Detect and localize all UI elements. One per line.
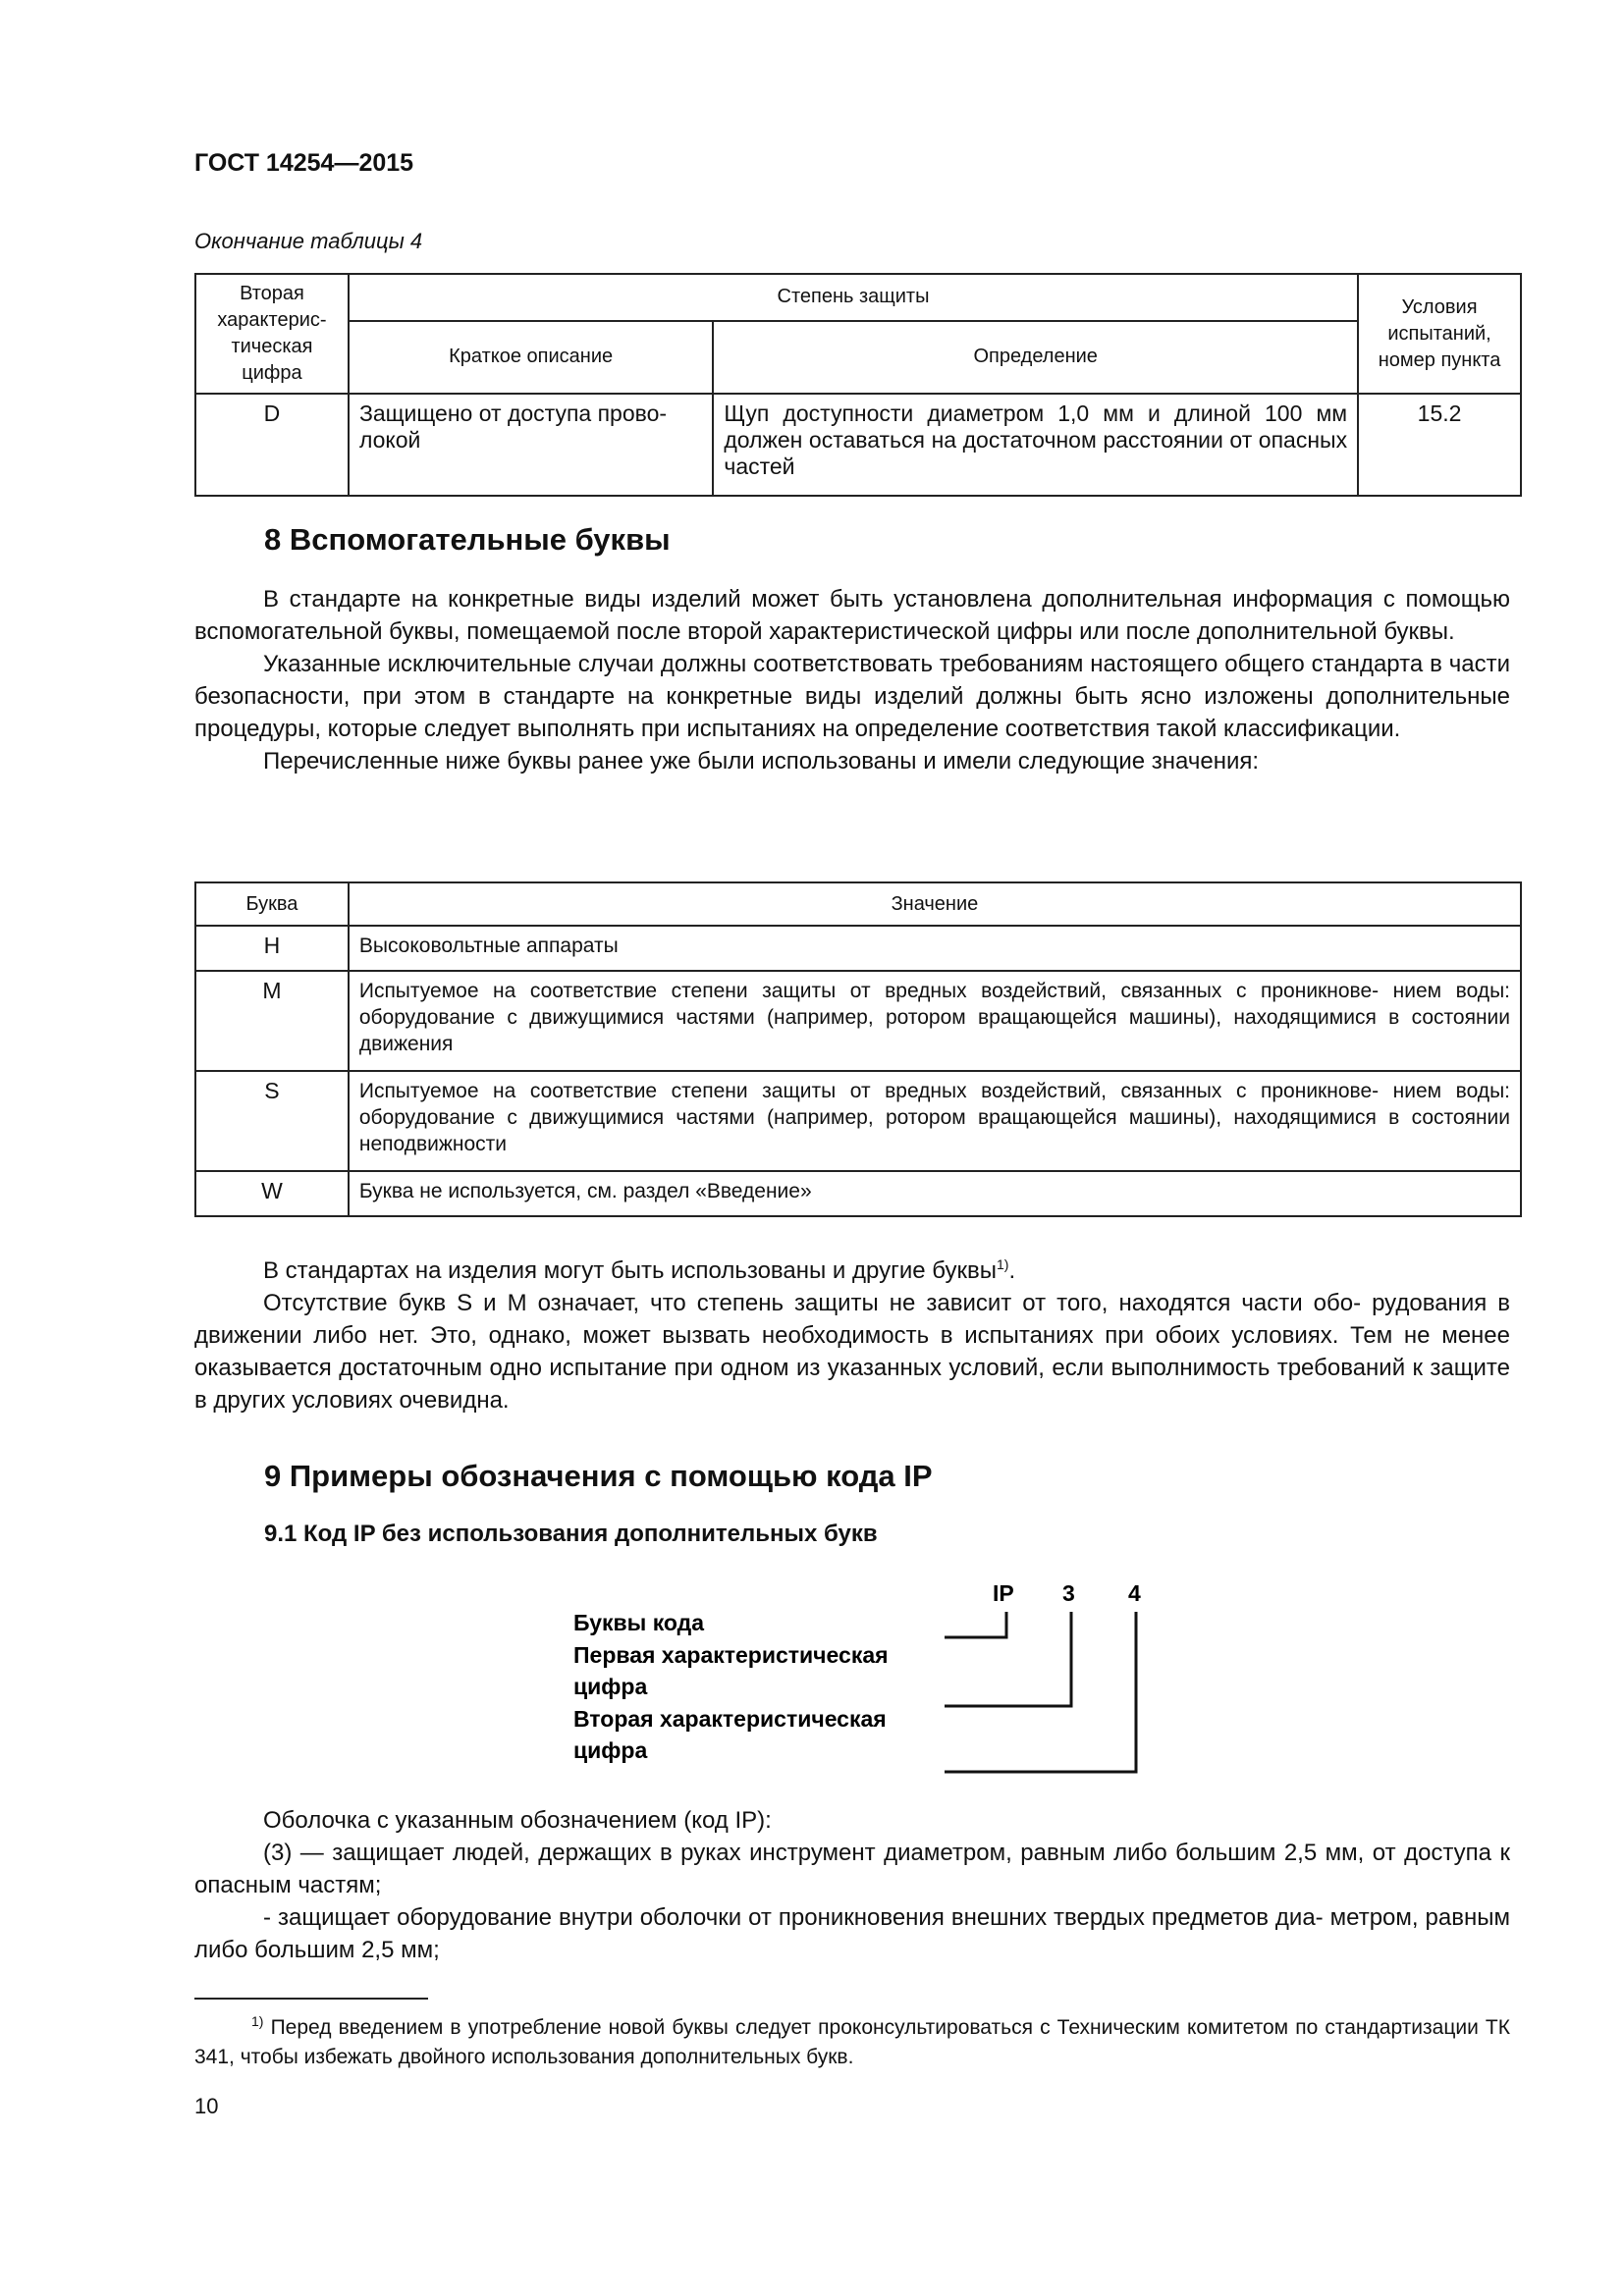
table-row <box>195 1171 1521 1216</box>
leader-line-letters <box>945 1612 1006 1637</box>
paragraph: Отсутствие букв S и M означает, что степень защиты не зависит от того, находятся части обо- рудования в движении либо нет. Это, однако, может вызвать необходимость в испытаниях при обоих условиях. Тем не менее оказывается достаточным одно испытание при одном из указанных условий, если выполнимость требований к защите в других условиях очевидна. <box>194 1290 1510 1414</box>
leader-line-second-digit <box>945 1612 1136 1772</box>
diagram-label-first-line1: Первая характеристическая <box>573 1642 889 1668</box>
table-row <box>195 971 1521 1071</box>
cell-digit: D <box>195 394 349 496</box>
diagram-label-first-line2: цифра <box>573 1674 648 1699</box>
col-short-header: Краткое описание <box>349 321 713 394</box>
table-4 <box>194 273 1522 497</box>
diagram-label-letters: Буквы кода <box>573 1610 705 1635</box>
col-conditions-header: Условия испытаний, номер пункта <box>1358 274 1521 394</box>
paragraph: Оболочка с указанным обозначением (код IP): <box>263 1807 772 1834</box>
footnote-mark: 1) <box>251 2013 264 2029</box>
cell-conditions: 15.2 <box>1358 394 1521 496</box>
diagram-label-second-line2: цифра <box>573 1737 648 1763</box>
col-meaning-header: Значение <box>349 882 1521 926</box>
cell-meaning: Испытуемое на соответствие степени защиты от вредных воздействий, связанных с проникнове- нием воды: оборудование с движущимися частями (например, ротором вращающейся машины), находящимися в состоянии неподвижности <box>349 1071 1521 1171</box>
letters-table <box>194 881 1522 1217</box>
paragraph-end: . <box>1008 1257 1016 1284</box>
diagram-label-second-line1: Вторая характеристическая <box>573 1706 887 1732</box>
cell-letter: H <box>195 926 349 971</box>
footnote <box>194 2006 1510 2072</box>
paragraph: (3) — защищает людей, держащих в руках инструмент диаметром, равным либо большим 2,5 мм, от доступа к опасным частям; <box>194 1840 1510 1898</box>
col-digit-header: Вторая характерис- тическая цифра <box>195 274 349 394</box>
col-protection-header: Степень защиты <box>349 274 1358 321</box>
diagram-code-letters: IP <box>993 1580 1014 1606</box>
paragraph <box>194 1249 1510 1287</box>
table-caption: Окончание таблицы 4 <box>194 229 423 253</box>
diagram-digit-2: 4 <box>1128 1580 1141 1606</box>
cell-definition: Щуп доступности диаметром 1,0 мм и длиной 100 мм должен оставаться на достаточном расстоянии от опасных частей <box>713 394 1358 496</box>
page-number: 10 <box>194 2094 219 2118</box>
footnote-separator <box>194 1998 428 2000</box>
table-row <box>195 394 1521 496</box>
paragraph: - защищает оборудование внутри оболочки от проникновения внешних твердых предметов диа- метром, равным либо большим 2,5 мм; <box>194 1904 1510 1963</box>
section-9-body <box>194 1804 1510 1966</box>
cell-meaning: Высоковольтные аппараты <box>349 926 1521 971</box>
cell-letter: M <box>195 971 349 1071</box>
col-letter-header: Буква <box>195 882 349 926</box>
paragraph: Перечисленные ниже буквы ранее уже были использованы и имели следующие значения: <box>263 748 1260 774</box>
cell-short: Защищено от доступа прово- локой <box>349 394 713 496</box>
cell-meaning: Буква не используется, см. раздел «Введение» <box>349 1171 1521 1216</box>
section-8-body <box>194 583 1510 777</box>
paragraph: Указанные исключительные случаи должны соответствовать требованиям настоящего общего стандарта в части безопасности, при этом в стандарте на конкретные виды изделий должны быть ясно изложены дополнительные процедуры, которые следует выполнять при испытаниях на определение соответствия такой классификации. <box>194 651 1510 742</box>
document-code: ГОСТ 14254—2015 <box>194 149 414 177</box>
section-8-title: 8 Вспомогательные буквы <box>264 522 671 557</box>
col-definition-header: Определение <box>713 321 1358 394</box>
cell-meaning: Испытуемое на соответствие степени защиты от вредных воздействий, связанных с проникнове- нием воды: оборудование с движущимися частями (например, ротором вращающейся машины), находящимися в состоянии движения <box>349 971 1521 1071</box>
footnote-text: Перед введением в употребление новой буквы следует проконсультироваться с Техническим комитетом по стандартизации ТК 341, чтобы избежать двойного использования дополнительных букв. <box>194 2016 1510 2068</box>
diagram-digit-1: 3 <box>1062 1580 1075 1606</box>
cell-letter: S <box>195 1071 349 1171</box>
section-8-tail <box>194 1249 1510 1416</box>
footnote-ref[interactable]: 1) <box>996 1256 1009 1272</box>
cell-letter: W <box>195 1171 349 1216</box>
section-9-title: 9 Примеры обозначения с помощью кода IP <box>264 1459 933 1493</box>
table-row <box>195 1071 1521 1171</box>
paragraph: В стандарте на конкретные виды изделий может быть установлена дополнительная информация с помощью вспомогательной буквы, помещаемой после второй характеристической цифры или после дополнительной буквы. <box>194 586 1510 645</box>
subsection-9-1-title: 9.1 Код IP без использования дополнительных букв <box>264 1521 878 1547</box>
paragraph-text: В стандартах на изделия могут быть использованы и другие буквы <box>263 1257 997 1284</box>
leader-line-first-digit <box>945 1612 1071 1706</box>
table-row <box>195 926 1521 971</box>
